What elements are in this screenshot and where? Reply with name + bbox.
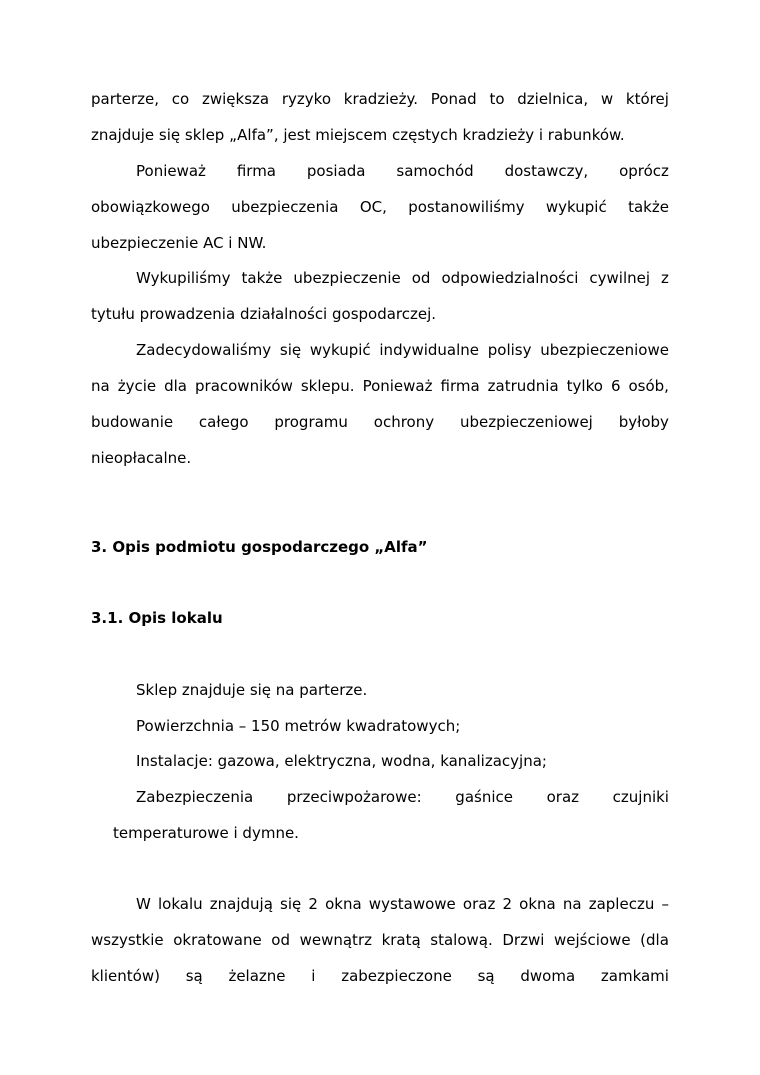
word: W [136,895,151,913]
word: zapleczu [588,895,655,913]
word: programu [274,413,348,431]
word: 2 [502,895,513,913]
paragraph-5-line-2 [91,930,669,950]
word: byłoby [618,413,669,431]
word: osób, [628,377,669,395]
word: życie [117,377,157,395]
word: firma [236,162,276,180]
word: oprócz [619,162,669,180]
word: całego [198,413,249,431]
word: obowiązkowego [91,198,210,216]
paragraph-2-line-3: ubezpieczenie AC i NW. [91,234,267,252]
word: ryzyko [281,90,331,108]
word: ubezpieczeniowej [459,413,593,431]
paragraph-4-line-4: nieopłacalne. [91,449,192,467]
paragraph-4-line-2 [91,376,669,396]
word: posiada [306,162,366,180]
word: są [185,967,203,985]
word: także [241,269,283,287]
word: się [279,341,302,359]
paragraph-3-line-1 [136,268,669,288]
word: okna [519,895,556,913]
word: postanowiliśmy [408,198,525,216]
word: na [91,377,110,395]
word: której [625,90,669,108]
word: polisy [487,341,532,359]
paragraph-3-line-2: tytułu prowadzenia działalności gospodarczej. [91,305,437,323]
word: dwoma [520,967,576,985]
word: indywidualne [379,341,480,359]
word: wykupić [309,341,371,359]
paragraph-4-line-3 [91,412,669,432]
word: wszystkie [91,931,164,949]
word: na [562,895,582,913]
paragraph-1-line-2: znajduje się sklep „Alfa”, jest miejscem częstych kradzieży i rabunków. [91,126,625,144]
word: od [271,931,290,949]
word: kradzieży. [343,90,418,108]
subsection-heading: 3.1. Opis lokalu [91,609,223,627]
word: tylko [566,377,603,395]
paragraph-1-line-1 [91,89,669,109]
word: sklepu. [300,377,355,395]
word: klientów) [91,967,160,985]
word: od [411,269,431,287]
word: gaśnice [455,788,513,806]
word: dostawczy, [504,162,589,180]
word: Wykupiliśmy [136,269,231,287]
paragraph-2-line-2 [91,197,669,217]
word: ubezpieczeniowe [540,341,669,359]
word: Zadecydowaliśmy [136,341,272,359]
word: zatrudnia [487,377,559,395]
word: to [489,90,505,108]
word: pracowników [195,377,293,395]
word: wystawowe [368,895,456,913]
word: oraz [546,788,580,806]
word: czujniki [612,788,669,806]
word: przeciwpożarowe: [286,788,422,806]
word: ubezpieczenie [293,269,401,287]
word: i [311,967,316,985]
premises-item-1: Sklep znajduje się na parterze. [136,681,368,699]
word: Drzwi [502,931,545,949]
word: – [661,895,669,913]
word: parterze, [91,90,160,108]
word: w [600,90,614,108]
word: dzielnica, [517,90,589,108]
word: oraz [462,895,496,913]
word: ubezpieczenia [231,198,339,216]
word: Zabezpieczenia [136,788,254,806]
word: lokalu [157,895,203,913]
word: Ponad [430,90,477,108]
premises-item-4-line-2: temperaturowe i dymne. [113,824,299,842]
word: z [661,269,669,287]
premises-item-4-line-1 [136,787,669,807]
paragraph-2-line-1 [136,161,669,181]
word: stalową. [430,931,493,949]
word: cywilnej [589,269,651,287]
word: są [477,967,495,985]
word: wykupić [545,198,607,216]
word: Ponieważ [362,377,433,395]
word: także [628,198,669,216]
word: odpowiedzialności [441,269,579,287]
word: wewnątrz [299,931,372,949]
word: dla [164,377,187,395]
word: się [280,895,302,913]
word: budowanie [91,413,174,431]
word: ochrony [373,413,435,431]
word: 6 [610,377,621,395]
word: okratowane [173,931,262,949]
word: samochód [396,162,474,180]
word: wejściowe [553,931,631,949]
premises-item-3: Instalacje: gazowa, elektryczna, wodna, kanalizacyjna; [136,752,547,770]
word: co [171,90,190,108]
section-heading: 3. Opis podmiotu gospodarczego „Alfa” [91,538,428,556]
word: OC, [359,198,387,216]
premises-item-2: Powierzchnia – 150 metrów kwadratowych; [136,717,461,735]
word: okna [325,895,362,913]
word: zabezpieczone [341,967,452,985]
word: firma [440,377,480,395]
paragraph-4-line-1 [136,340,669,360]
word: żelazne [228,967,286,985]
word: kratą [381,931,421,949]
paragraph-5-line-3 [91,966,669,986]
word: Ponieważ [136,162,206,180]
word: znajdują [209,895,273,913]
word: zwiększa [202,90,270,108]
paragraph-5-line-1 [136,894,669,914]
word: 2 [308,895,318,913]
word: zamkami [600,967,669,985]
word: (dla [640,931,669,949]
